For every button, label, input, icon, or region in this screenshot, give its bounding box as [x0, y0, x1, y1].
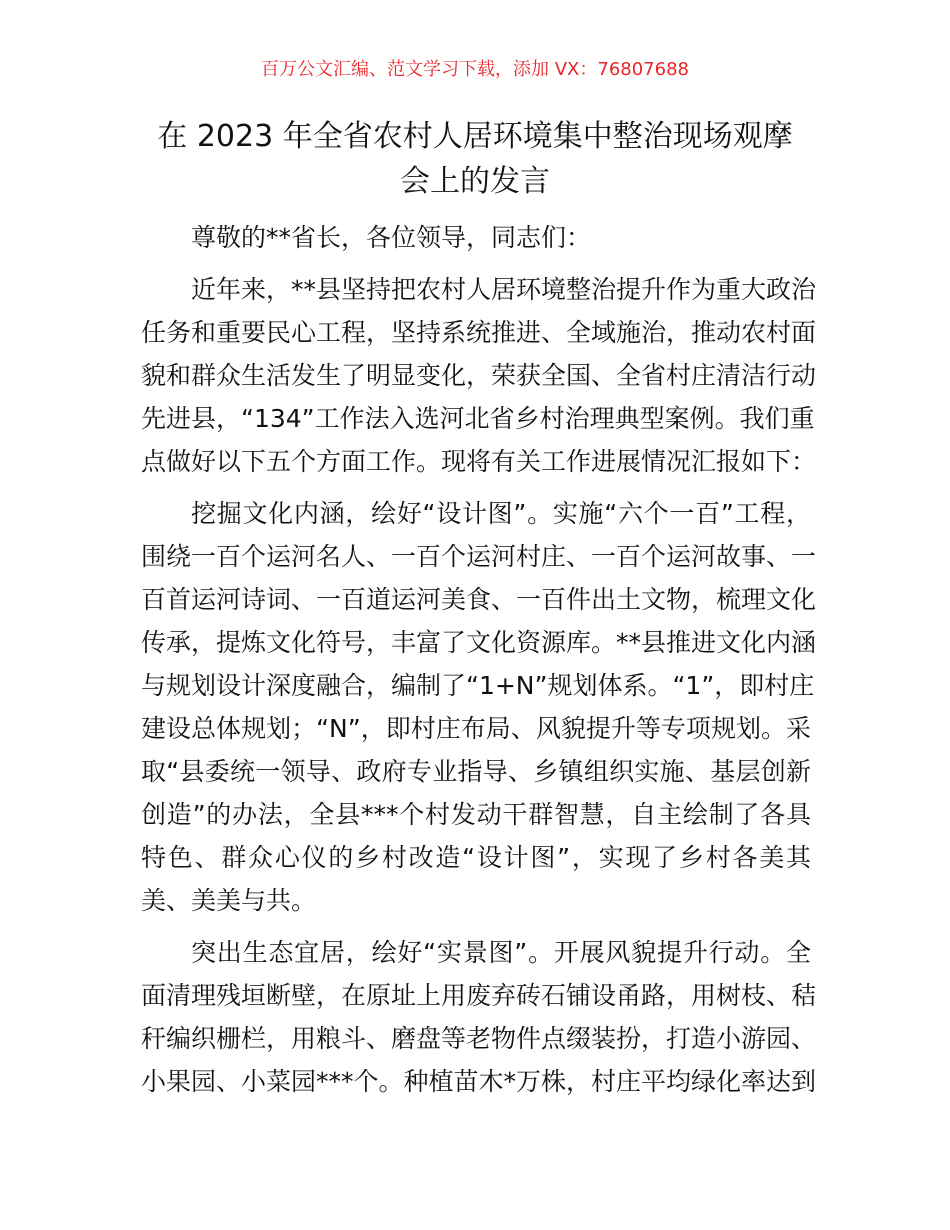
- text-line: 百首运河诗词、一百道运河美食、一百件出土文物，梳理文化: [141, 585, 817, 614]
- watermark-banner: 百万公文汇编、范文学习下载，添加 VX：76807688: [261, 59, 689, 80]
- text-line: 挖掘文化内涵，绘好“设计图”。实施“六个一百”工程，: [191, 499, 811, 528]
- text-line: 任务和重要民心工程，坚持系统推进、全域施治，推动农村面: [141, 318, 817, 347]
- body-paragraph: [141, 931, 817, 1103]
- text-line: 与规划设计深度融合，编制了“1+N”规划体系。“1”，即村庄: [141, 671, 815, 700]
- text-line: 传承，提炼文化符号，丰富了文化资源库。**县推进文化内涵: [141, 628, 817, 657]
- text-line: 面清理残垣断壁，在原址上用废弃砖石铺设甬路，用树枝、秸: [141, 981, 817, 1010]
- text-line: 先进县，“134”工作法入选河北省乡村治理典型案例。我们重: [141, 404, 815, 433]
- text-line: 围绕一百个运河名人、一百个运河村庄、一百个运河故事、一: [141, 542, 817, 571]
- text-line: 秆编织栅栏，用粮斗、磨盘等老物件点缀装扮，打造小游园、: [141, 1024, 817, 1053]
- title-line: 会上的发言: [400, 164, 550, 199]
- text-line: 特色、群众心仪的乡村改造“设计图”，实现了乡村各美其: [141, 843, 811, 872]
- text-line: 近年来，**县坚持把农村人居环境整治提升作为重大政治: [191, 275, 817, 304]
- document-title: [130, 114, 820, 204]
- body-paragraph: [141, 268, 817, 483]
- text-line: 突出生态宜居，绘好“实景图”。开展风貌提升行动。全: [191, 938, 811, 967]
- text-line: 取“县委统一领导、政府专业指导、乡镇组织实施、基层创新: [141, 757, 811, 786]
- document-body: [141, 216, 817, 1112]
- text-line: 貌和群众生活发生了明显变化，荣获全国、全省村庄清洁行动: [141, 361, 817, 390]
- text-line: 创造”的办法，全县***个村发动干群智慧，自主绘制了各具: [141, 800, 811, 829]
- greeting-paragraph: [141, 216, 811, 259]
- body-paragraph: [141, 492, 817, 922]
- text-line: 尊敬的**省长，各位领导，同志们：: [191, 223, 592, 252]
- text-line: 美、美美与共。: [141, 886, 317, 915]
- text-line: 建设总体规划；“N”，即村庄布局、风貌提升等专项规划。采: [141, 714, 811, 743]
- title-line: 在 2023 年全省农村人居环境集中整治现场观摩: [157, 119, 793, 154]
- text-line: 小果园、小菜园***个。种植苗木*万株，村庄平均绿化率达到: [141, 1067, 817, 1096]
- text-line: 点做好以下五个方面工作。现将有关工作进展情况汇报如下：: [141, 447, 817, 476]
